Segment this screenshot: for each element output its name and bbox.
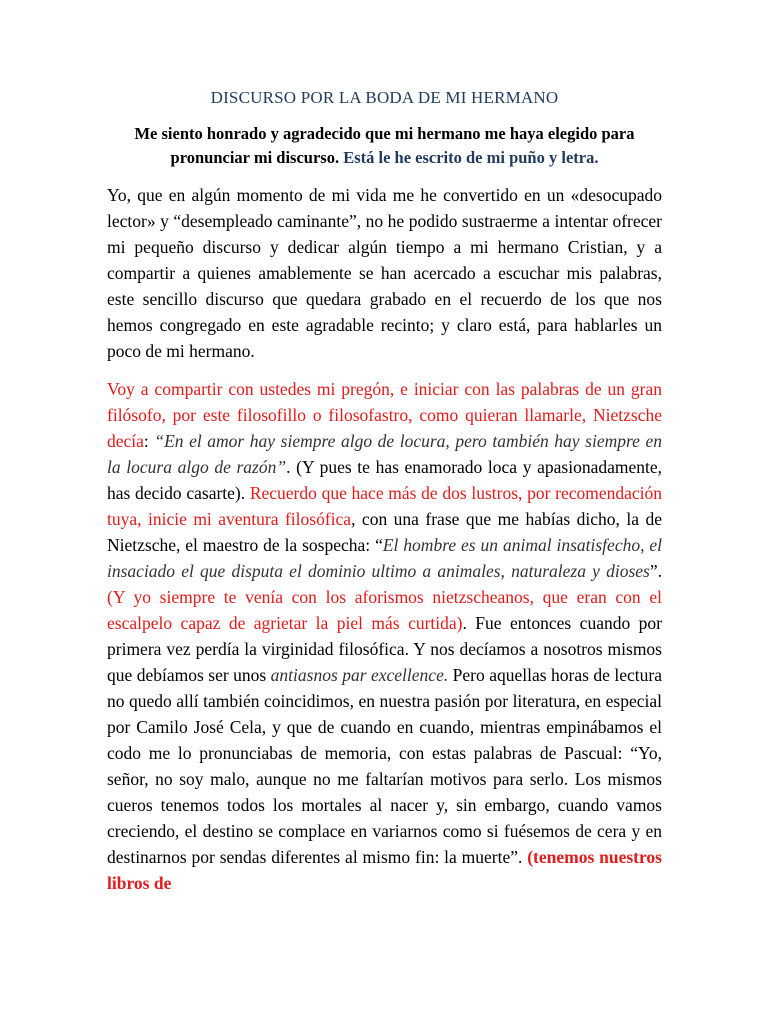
intro-period: . [334,148,340,167]
intro-accent-text: Está le he escrito de mi puño y letra. [343,148,599,167]
red-highlight-text: Recuerdo que hace más de dos lustros, por recomendación tuya, inicie mi aventura filosófica [107,483,663,529]
body-text: , con una frase que me habías dicho, la de Nietzsche, el maestro de la sospecha: “ [107,509,662,555]
intro-text: Me siento honrado y agradecido que mi hermano me haya elegido para pronunciar mi discurso [134,124,635,167]
document-title: DISCURSO POR LA BODA DE MI HERMANO [210,88,559,107]
intro-paragraph [107,122,662,170]
italic-quote: “En el amor hay siempre algo de locura, pero también hay siempre en la locura algo de razón” [107,431,662,477]
red-highlight-text: Voy a compartir con ustedes mi pregón, e iniciar con las palabras de un gran filósofo, por este filosofillo o filosofastro, como quieran llamarle, Nietzsche decía [107,379,662,451]
body-text: ”. [649,561,662,581]
body-text: . (Y pues te has enamorado loca y apasionadamente, has decido casarte). [107,457,662,503]
body-text: . Fue entonces cuando por primera vez perdía la virginidad filosófica. Y nos decíamos a nosotros mismos que debíamos ser unos [107,613,662,685]
red-bold-text: (tenemos nuestros libros de [107,847,662,893]
body-paragraph-1: Yo, que en algún momento de mi vida me he convertido en un «desocupado lector» y “desempleado caminante”, no he podido sustraerme a intentar ofrecer mi pequeño discurso y dedicar algún tiempo a mi hermano Cristian, y a compartir a quienes amablemente se han acercado a escuchar mis palabras, este sencillo discurso que quedara grabado en el recuerdo de los que nos hemos congregado en este agradable recinto; y claro está, para hablarles un poco de mi hermano. [107,185,662,361]
body-paragraph-2 [107,376,662,896]
italic-quote: El hombre es un animal insatisfecho, el insaciado el que disputa el dominio ultimo a animales, naturaleza y dioses [107,535,663,581]
body-text: Pero aquellas horas de lectura no quedo allí también coincidimos, en nuestra pasión por literatura, en especial por Camilo José Cela, y que de cuando en cuando, mientras empinábamos el codo me lo pronunciabas de memoria, con estas palabras de Pascual: “Yo, señor, no soy malo, aunque no me faltarían motivos para serlo. Los mismos cueros tenemos todos los mortales al nacer y, sin embargo, cuando vamos creciendo, el destino se complace en variarnos como si fuésemos de cera y en destinarnos por sendas diferentes al mismo fin: la muerte”. [107,665,662,867]
body-text: : [143,431,155,451]
document-page [107,88,662,908]
red-highlight-text: (Y yo siempre te venía con los aforismos nietzscheanos, que eran con el escalpelo capaz de agrietar la piel más curtida) [107,587,662,633]
italic-phrase: antiasnos par excellence. [270,665,449,685]
